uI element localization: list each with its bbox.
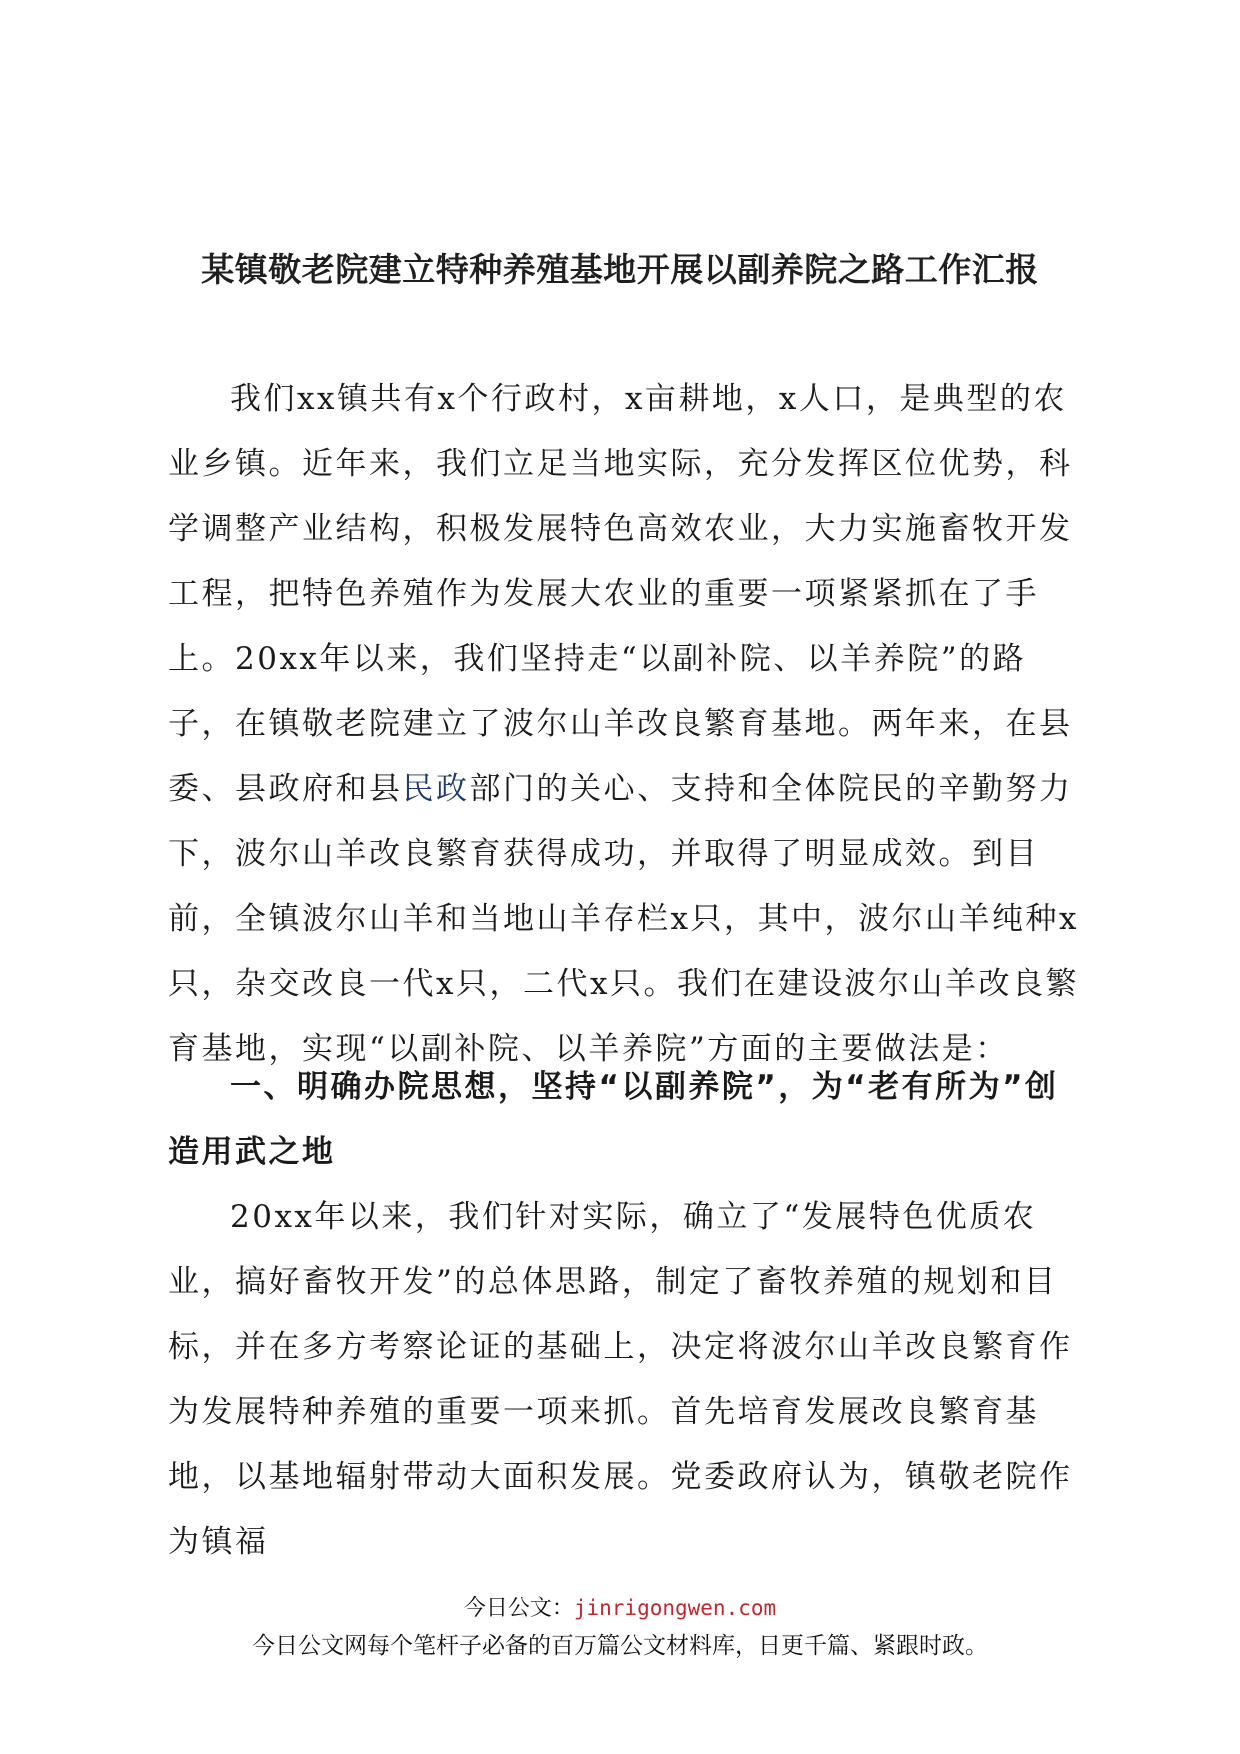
footer-site-url[interactable]: jinrigongwen.com: [573, 1596, 777, 1620]
section-heading-1: 一、明确办院思想，坚持“以副养院”，为“老有所为”创造用武之地: [168, 1069, 1059, 1170]
paragraph-1-text-b: 部门的关心、支持和全体院民的辛勤努力下，波尔山羊改良繁育获得成功，并取得了明显成效。到目前，全镇波尔山羊和当地山羊存栏x只，其中，波尔山羊纯种x只，杂交改良一代x只，二代x只。我们在建设波尔山羊改良繁育基地，实现“以副补院、以羊养院”方面的主要做法是：: [168, 771, 1079, 1067]
footer-slogan: 今日公文网每个笔杆子必备的百万篇公文材料库，日更千篇、紧跟时政。: [252, 1633, 988, 1659]
paragraph-1-text-a: 我们xx镇共有x个行政村，x亩耕地，x人口，是典型的农业乡镇。近年来，我们立足当地实际，充分发挥区位优势，科学调整产业结构，积极发展特色高效农业，大力实施畜牧开发工程，把特色养殖作为发展大农业的重要一项紧紧抓在了手上。20xx年以来，我们坚持走“以副补院、以羊养院”的路子，在镇敬老院建立了波尔山羊改良繁育基地。两年来，在县委、县政府和县: [168, 381, 1073, 807]
paragraph-1: [168, 367, 1088, 1082]
paragraph-2: 20xx年以来，我们针对实际，确立了“发展特色优质农业，搞好畜牧开发”的总体思路，制定了畜牧养殖的规划和目标，并在多方考察论证的基础上，决定将波尔山羊改良繁育作为发展特种养殖的重要一项来抓。首先培育发展改良繁育基地，以基地辐射带动大面积发展。党委政府认为，镇敬老院作为镇福: [168, 1199, 1073, 1560]
footer-site-label: 今日公文：: [463, 1596, 574, 1621]
footer-site-line: [0, 1593, 1240, 1624]
paragraph-1-link-word: 民政: [402, 771, 470, 807]
document-title: 某镇敬老院建立特种养殖基地开展以副养院之路工作汇报: [201, 250, 1039, 289]
